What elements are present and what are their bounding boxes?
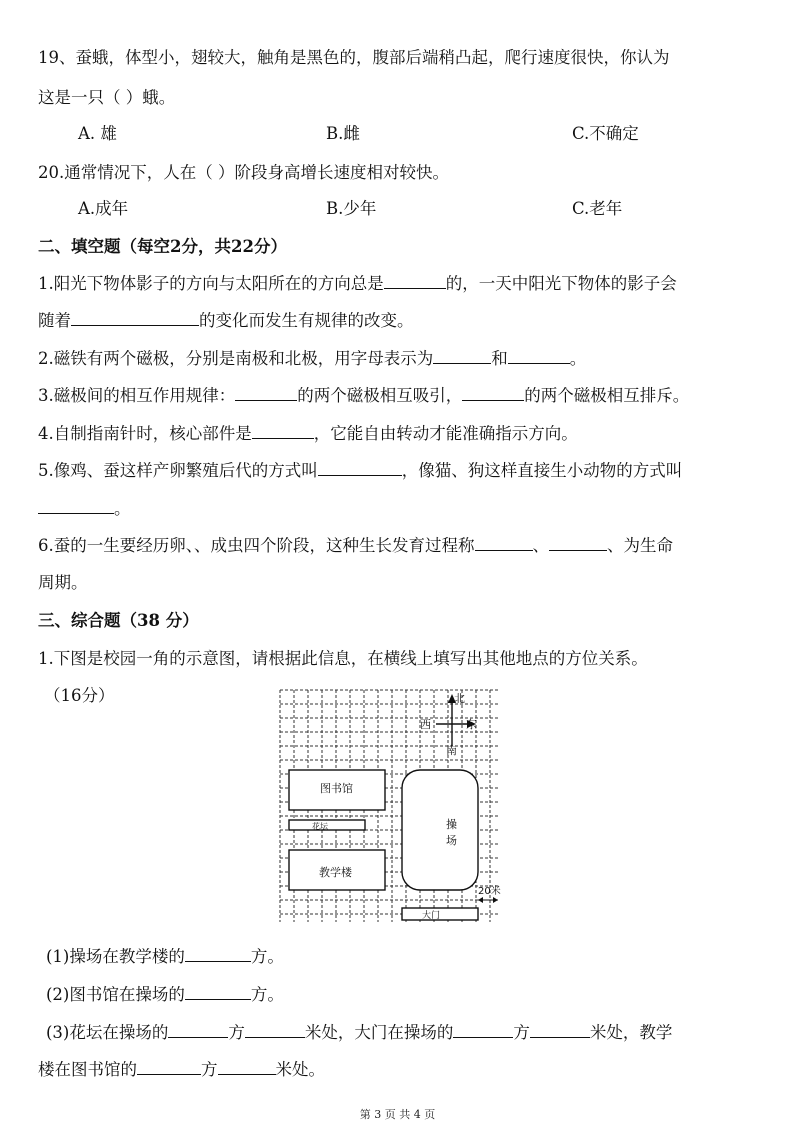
q19-option-a: A. 雄 (78, 124, 117, 143)
s3-sub3-line1: (3)花坛在操场的 方 米处，大门在操场的 方 米处，教学 (46, 1023, 673, 1042)
answer-blank[interactable] (252, 424, 314, 439)
q19-option-c: C.不确定 (572, 124, 639, 143)
q19-line2: 这是一只（ ）蛾。 (38, 88, 176, 107)
answer-blank[interactable] (508, 349, 570, 364)
q20-option-b: B.少年 (326, 199, 377, 218)
s3-q1-score: （16分） (44, 686, 115, 705)
answer-blank[interactable] (168, 1023, 228, 1038)
s3-sub2: (2)图书馆在操场的 方。 (46, 985, 284, 1004)
answer-blank[interactable] (235, 386, 297, 401)
q20-option-a: A.成年 (78, 199, 129, 218)
answer-blank[interactable] (453, 1023, 513, 1038)
scale-bar (478, 897, 498, 903)
playground (402, 770, 478, 890)
s3-sub3-line2: 楼在图书馆的 方 米处。 (38, 1060, 325, 1079)
s3-sub1: (1)操场在教学楼的 方。 (46, 947, 284, 966)
s2-q2: 2.磁铁有两个磁极，分别是南极和北极，用字母表示为 和 。 (38, 349, 587, 368)
s2-q4: 4.自制指南针时，核心部件是 ，它能自由转动才能准确指示方向。 (38, 424, 578, 443)
section3-title: 三、综合题（38 分） (38, 611, 199, 630)
s2-q1-line1: 1.阳光下物体影子的方向与太阳所在的方向总是 的，一天中阳光下物体的影子会 (38, 274, 677, 293)
s2-q5-line1: 5.像鸡、蚕这样产卵繁殖后代的方式叫 ，像猫、狗这样直接生小动物的方式叫 (38, 461, 683, 480)
s2-q1-line2: 随着 的变化而发生有规律的改变。 (38, 311, 414, 330)
answer-blank[interactable] (218, 1060, 276, 1075)
compass-south: 南 (446, 744, 457, 757)
answer-blank[interactable] (530, 1023, 590, 1038)
playground-label-2: 场 (446, 834, 457, 847)
s3-q1-line: 1.下图是校园一角的示意图，请根据此信息，在横线上填写出其他地点的方位关系。 (38, 649, 648, 668)
teaching-building-label: 教学楼 (319, 866, 352, 879)
s2-q5-line2: 。 (38, 499, 131, 519)
playground-label-1: 操 (446, 818, 457, 831)
compass-east: 东 (466, 718, 477, 731)
s2-q6-line1: 6.蚕的一生要经历卵、、成虫四个阶段，这种生长发育过程称 、 、为生命 (38, 536, 673, 555)
answer-blank[interactable] (462, 386, 524, 401)
answer-blank[interactable] (185, 947, 251, 962)
answer-blank[interactable] (245, 1023, 305, 1038)
s2-q6-line2: 周期。 (38, 573, 88, 592)
section2-title: 二、填空题（每空2分，共22分） (38, 237, 287, 256)
answer-blank[interactable] (475, 536, 533, 551)
q20-option-c: C.老年 (572, 199, 623, 218)
answer-blank[interactable] (384, 274, 446, 289)
flowerbed-label: 花坛 (312, 822, 328, 831)
s2-q3: 3.磁极间的相互作用规律： 的两个磁极相互吸引， 的两个磁极相互排斥。 (38, 386, 690, 405)
answer-blank[interactable] (318, 461, 402, 476)
answer-blank[interactable] (185, 985, 251, 1000)
answer-blank[interactable] (137, 1060, 201, 1075)
library-label: 图书馆 (320, 782, 353, 795)
answer-blank[interactable] (433, 349, 491, 364)
answer-blank[interactable] (71, 311, 199, 326)
compass-west: 西 (420, 718, 431, 731)
q19-option-b: B.雌 (326, 124, 360, 143)
campus-map (276, 686, 502, 926)
gate-label: 大门 (422, 911, 441, 921)
scale-label: 20米 (478, 886, 501, 897)
compass-north: 北 (454, 692, 465, 705)
q20-line1: 20.通常情况下，人在（ ）阶段身高增长速度相对较快。 (38, 163, 449, 182)
page-footer: 第 3 页 共 4 页 (359, 1108, 436, 1121)
answer-blank[interactable] (549, 536, 607, 551)
q19-line1: 19、蚕蛾，体型小，翅较大，触角是黑色的，腹部后端稍凸起，爬行速度很快，你认为 (38, 48, 670, 67)
answer-blank[interactable] (38, 499, 114, 514)
